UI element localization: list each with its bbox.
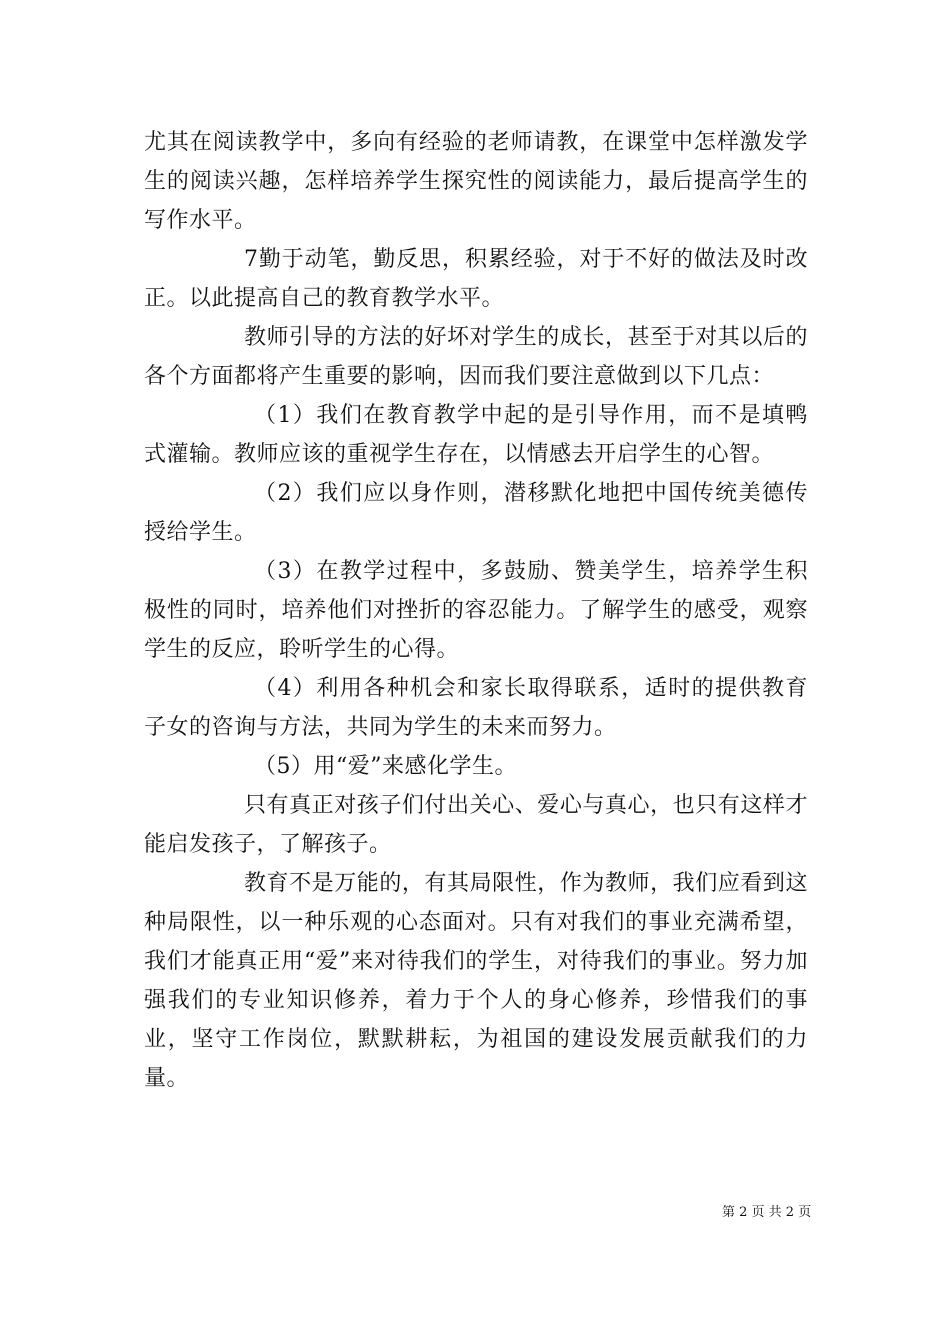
- paragraph: 尤其在阅读教学中，多向有经验的老师请教，在课堂中怎样激发学生的阅读兴趣，怎样培养学生探究性的阅读能力，最后提高学生的写作水平。: [144, 130, 808, 233]
- list-item: （2）我们应以身作则，潜移默化地把中国传统美德传授给学生。: [144, 481, 808, 545]
- list-item: （1）我们在教育教学中起的是引导作用，而不是填鸭式灌输。教师应该的重视学生存在，以情感去开启学生的心智。: [144, 403, 808, 467]
- list-item: （5）用“爱”来感化学生。: [254, 754, 517, 779]
- paragraph: 只有真正对孩子们付出关心、爱心与真心，也只有这样才能启发孩子，了解孩子。: [144, 793, 808, 857]
- list-item: （3）在教学过程中，多鼓励、赞美学生，培养学生积极性的同时，培养他们对挫折的容忍能力。了解学生的感受，观察学生的反应，聆听学生的心得。: [144, 559, 808, 662]
- paragraph: 7勤于动笔，勤反思，积累经验，对于不好的做法及时改正。以此提高自己的教育教学水平。: [144, 247, 808, 311]
- paragraph: 教师引导的方法的好坏对学生的成长，甚至于对其以后的各个方面都将产生重要的影响，因而我们要注意做到以下几点：: [144, 325, 808, 389]
- document-body: [144, 123, 808, 1098]
- list-item: （4）利用各种机会和家长取得联系，适时的提供教育子女的咨询与方法，共同为学生的未来而努力。: [144, 676, 808, 740]
- paragraph: 教育不是万能的，有其局限性，作为教师，我们应看到这种局限性，以一种乐观的心态面对。只有对我们的事业充满希望，我们才能真正用“爱”来对待我们的学生，对待我们的事业。努力加强我们的专业知识修养，着力于个人的身心修养，珍惜我们的事业，坚守工作岗位，默默耕耘，为祖国的建设发展贡献我们的力量。: [144, 871, 808, 1091]
- page-number: 第 2 页 共 2 页: [722, 1205, 812, 1220]
